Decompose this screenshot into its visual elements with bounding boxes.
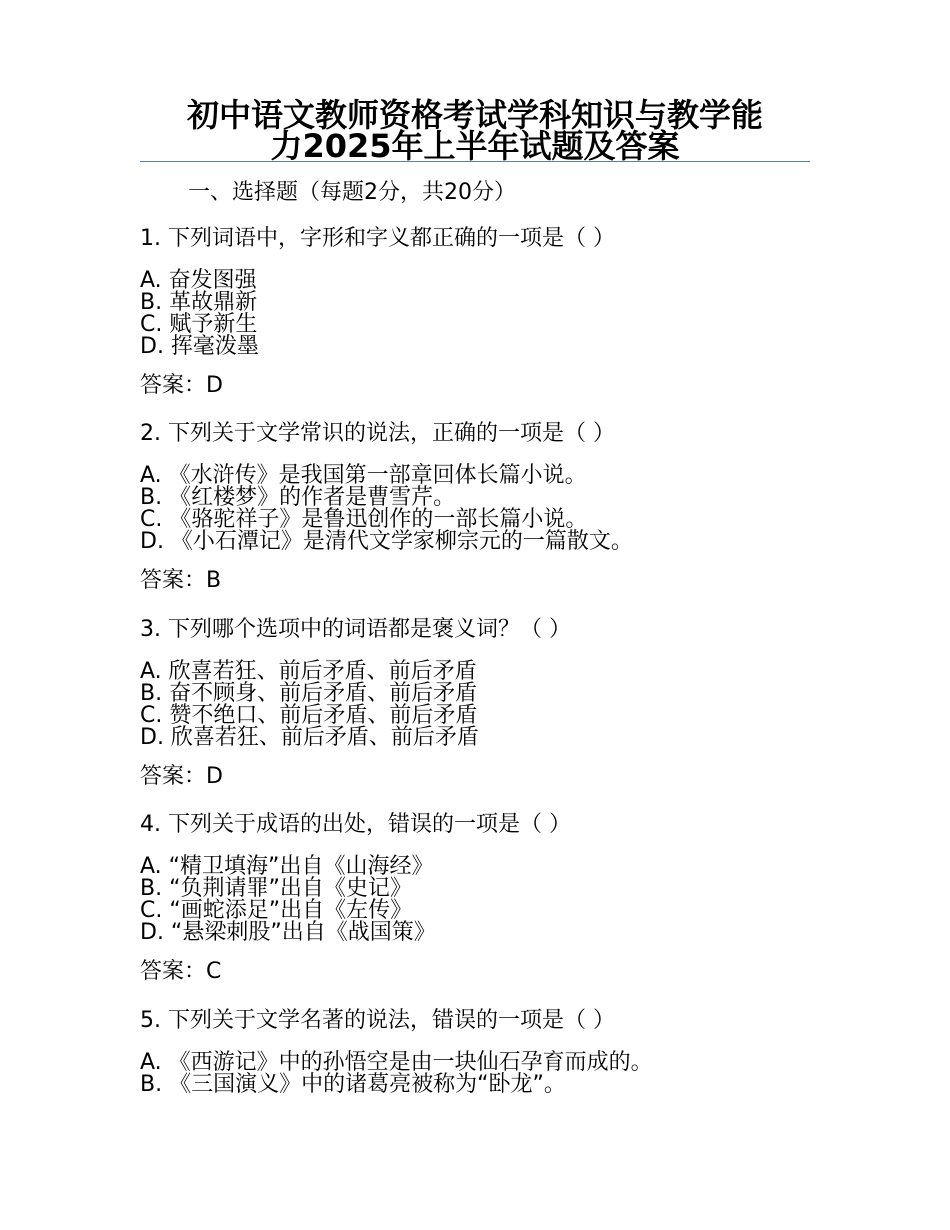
question-2 xyxy=(140,419,820,596)
option-d: D. 挥毫泼墨 xyxy=(140,334,259,359)
question-stem: 3. 下列哪个选项中的词语都是褒义词？（ ） xyxy=(140,617,571,642)
section-heading: 一、选择题（每题2分，共20分） xyxy=(188,180,516,205)
option-d: D. 《小石潭记》是清代文学家柳宗元的一篇散文。 xyxy=(140,529,633,554)
question-4 xyxy=(140,810,820,987)
question-stem: 1. 下列词语中，字形和字义都正确的一项是（ ） xyxy=(140,226,615,251)
option-list xyxy=(140,465,820,553)
question-3 xyxy=(140,615,820,792)
option-c: C. “画蛇添足”出自《左传》 xyxy=(140,898,413,923)
option-a: A. 《西游记》中的孙悟空是由一块仙石孕育而成的。 xyxy=(140,1050,653,1075)
document-title xyxy=(140,96,810,165)
option-list xyxy=(140,1052,820,1096)
title-underline xyxy=(140,161,810,162)
option-d: D. 欣喜若狂、前后矛盾、前后矛盾 xyxy=(140,725,479,750)
option-list xyxy=(140,270,820,358)
option-b: B. 奋不顾身、前后矛盾、前后矛盾 xyxy=(140,681,478,706)
answer-line: 答案：B xyxy=(140,568,222,593)
option-a: A. 《水浒传》是我国第一部章回体长篇小说。 xyxy=(140,463,587,488)
question-stem: 5. 下列关于文学名著的说法，错误的一项是（ ） xyxy=(140,1008,615,1033)
option-b: B. 《红楼梦》的作者是曹雪芹。 xyxy=(140,485,456,510)
title-line-2: 力2025年上半年试题及答案 xyxy=(270,127,680,165)
option-list xyxy=(140,856,820,944)
title-line-1: 初中语文教师资格考试学科知识与教学能 xyxy=(186,96,763,134)
option-c: C. 赞不绝口、前后矛盾、前后矛盾 xyxy=(140,703,478,728)
answer-line: 答案：D xyxy=(140,764,223,789)
option-b: B. “负荆请罪”出自《史记》 xyxy=(140,876,412,901)
option-a: A. “精卫填海”出自《山海经》 xyxy=(140,854,434,879)
answer-line: 答案：C xyxy=(140,959,222,984)
answer-line: 答案：D xyxy=(140,373,223,398)
option-list xyxy=(140,661,820,749)
option-a: A. 欣喜若狂、前后矛盾、前后矛盾 xyxy=(140,659,477,684)
option-c: C. 赋予新生 xyxy=(140,312,258,337)
option-c: C. 《骆驼祥子》是鲁迅创作的一部长篇小说。 xyxy=(140,507,588,532)
option-d: D. “悬梁刺股”出自《战国策》 xyxy=(140,920,436,945)
option-b: B. 《三国演义》中的诸葛亮被称为“卧龙”。 xyxy=(140,1072,566,1097)
question-1 xyxy=(140,224,820,401)
question-stem: 4. 下列关于成语的出处，错误的一项是（ ） xyxy=(140,812,571,837)
question-stem: 2. 下列关于文学常识的说法，正确的一项是（ ） xyxy=(140,421,615,446)
option-b: B. 革故鼎新 xyxy=(140,290,258,315)
option-a: A. 奋发图强 xyxy=(140,268,257,293)
question-5 xyxy=(140,1006,820,1096)
